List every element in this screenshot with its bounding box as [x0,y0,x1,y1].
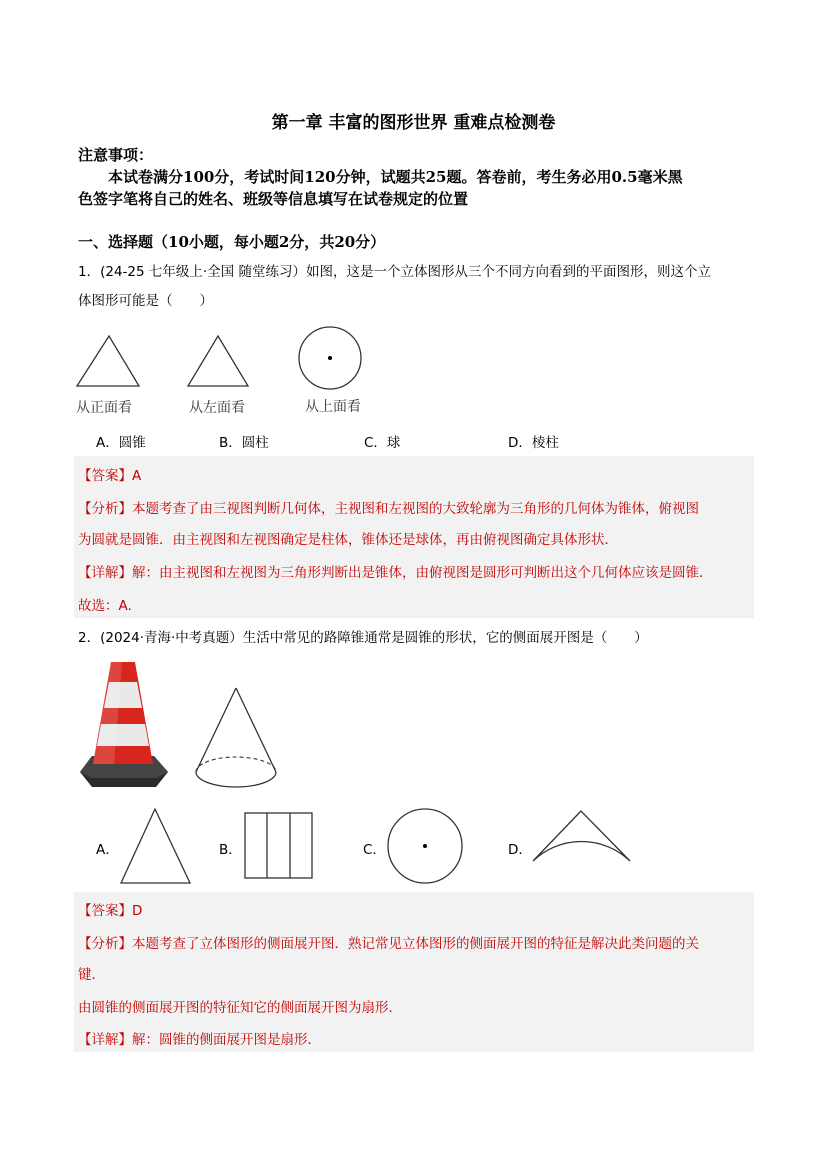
notice-line-1: 本试卷满分100分，考试时间120分钟，试题共25题。答卷前，考生务必用0.5毫米黑 [108,168,683,186]
front-view-triangle [77,336,139,386]
q2-option-d-sector [530,808,634,868]
view-label-left: 从左面看 [189,400,245,416]
q2-analysis-tag: 【分析】 [78,936,132,952]
q2-analysis-line-3: 由圆锥的侧面展开图的特征知它的侧面展开图为扇形． [78,1000,402,1016]
top-view-center-dot [328,356,332,360]
q2-detail-text-1: 解：圆锥的侧面展开图是扇形． [132,1032,321,1048]
q1-detail-text-1: 解：由主视图和左视图为三角形判断出是锥体，由俯视图是圆形可判断出这个几何体应该是圆锥． [132,565,713,581]
section-heading: 一、选择题（10小题，每小题2分，共20分） [78,233,386,251]
q1-stem-line-1: 1．(24-25 七年级上·全国 随堂练习）如图，这是一个立体图形从三个不同方向看到的平面图形，则这个立 [78,264,711,280]
q1-analysis-line-1 [78,497,699,517]
q2-option-c-label: C． [363,842,386,858]
q1-analysis-tag: 【分析】 [78,501,132,517]
q2-option-c-circle [387,808,465,886]
view-label-front: 从正面看 [76,400,132,416]
cone-drawing [190,684,280,794]
q2-analysis-line-1 [78,932,699,952]
q2-analysis-line-2: 键． [78,967,105,983]
q1-option-b: B．圆柱 [219,435,269,451]
q2-analysis-text-1: 本题考查了立体图形的侧面展开图．熟记常见立体图形的侧面展开图的特征是解决此类问题的关 [132,936,699,952]
q1-analysis-text-1: 本题考查了由三视图判断几何体，主视图和左视图的大致轮廓为三角形的几何体为锥体，俯视图 [132,501,699,517]
q2-option-b-label: B． [219,842,242,858]
q1-stem-line-2: 体图形可能是（ ） [78,293,213,309]
q1-answer: 【答案】A [78,468,142,484]
q2-option-d-label: D． [508,842,532,858]
notice-line-2: 色签字笔将自己的姓名、班级等信息填写在试卷规定的位置 [78,190,469,208]
q1-option-a: A．圆锥 [96,435,146,451]
notice-heading: 注意事项： [78,146,154,164]
q1-option-c: C．球 [364,435,401,451]
q2-answer: 【答案】D [78,903,143,919]
q2-option-b-rectangles [244,812,314,880]
q1-detail-tag: 【详解】 [78,565,132,581]
left-view-triangle [188,336,248,386]
q1-detail-line-1 [78,561,713,581]
q2-option-a-label: A． [96,842,119,858]
view-label-top: 从上面看 [305,399,361,415]
page-title: 第一章 丰富的图形世界 重难点检测卷 [271,113,556,133]
q1-views-figure [74,330,374,390]
q2-detail-tag: 【详解】 [78,1032,132,1048]
traffic-cone-picture [74,660,174,790]
q1-analysis-line-2: 为圆就是圆锥．由主视图和左视图确定是柱体，锥体还是球体，再由俯视图确定具体形状． [78,532,618,548]
q1-detail-line-2: 故选：A. [78,598,132,614]
q2-option-a-triangle [120,806,192,886]
q2-stem: 2．(2024·青海·中考真题）生活中常见的路障锥通常是圆锥的形状，它的侧面展开图是（ ） [78,630,648,646]
q1-option-d: D．棱柱 [508,435,559,451]
q2-detail-line-1 [78,1028,321,1048]
